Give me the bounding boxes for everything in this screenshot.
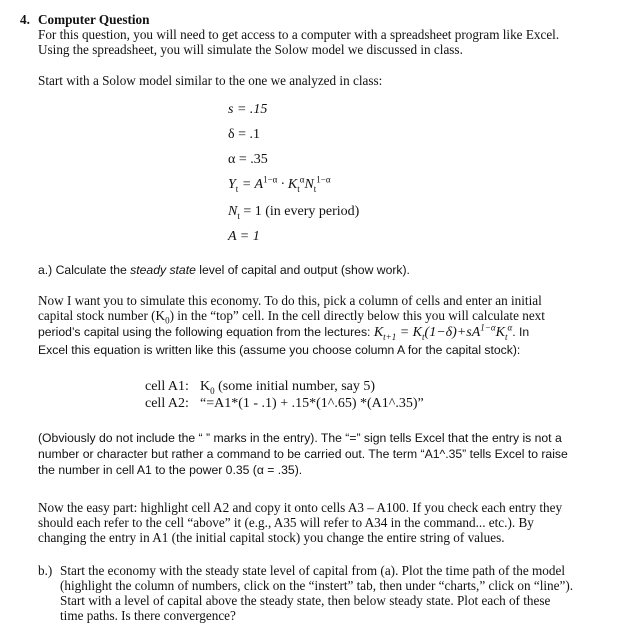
eq-alpha: α = .35	[228, 152, 268, 167]
simulate-eq	[373, 322, 513, 342]
simulate-eq-sub: t+1	[383, 331, 397, 342]
simulate-eq-k: K	[373, 325, 384, 340]
simulate-eq-k2: K	[495, 325, 505, 340]
eq-production-k: · K	[277, 177, 298, 192]
eq-production-n-sub: t	[313, 183, 317, 194]
note-line-3: the number in cell A1 to the power 0.35 (α = .35).	[38, 463, 303, 477]
eq-production-n: N	[304, 177, 314, 192]
eq-production	[228, 174, 331, 194]
part-a-text-before: Calculate the	[55, 263, 127, 277]
part-b-line-2: (highlight the column of numbers, click on the “instert” tab, then under “charts,” click on “line”).	[60, 578, 574, 593]
simulate-line-3-end: . In	[512, 325, 530, 339]
intro-line-2: Using the spreadsheet, you will simulate the Solow model we discussed in class.	[38, 42, 463, 57]
eq-delta: δ = .1	[228, 127, 260, 142]
easy-line-1: Now the easy part: highlight cell A2 and copy it onto cells A3 – A100. If you check each entry they	[38, 500, 563, 515]
simulate-eq-kexp: α	[507, 322, 513, 333]
part-b-line-1: Start the economy with the steady state level of capital from (a). Plot the time path of the model	[60, 563, 566, 578]
simulate-eq-sub2: t	[422, 331, 425, 342]
part-b-line-4: time paths. Is there convergence?	[60, 608, 236, 623]
eq-production-k-exp: α	[299, 174, 305, 185]
start-line: Start with a Solow model similar to the one we analyzed in class:	[38, 73, 383, 88]
eq-production-y: Y	[228, 177, 236, 192]
simulate-eq-ksub: t	[504, 331, 508, 342]
question-number: 4.	[20, 12, 30, 27]
cell-a1-k: K	[200, 379, 211, 394]
eq-a: A = 1	[228, 229, 260, 244]
simulate-line-2a: capital stock number (K	[38, 308, 166, 323]
cell-a1-value	[200, 379, 375, 395]
easy-line-2: should each refer to the cell “above” it (e.g., A35 will refer to A34 in the command... etc.). By	[38, 515, 534, 530]
eq-labor-sub: t	[237, 210, 240, 221]
part-b-label: b.)	[38, 563, 53, 578]
simulate-line-2	[38, 308, 545, 324]
eq-labor	[228, 204, 359, 220]
question-title: Computer Question	[38, 12, 150, 27]
note-line-2: number or character but rather a command to be carried out. The term “A1^.35” tells Excel to raise	[38, 447, 568, 461]
part-a-text-italic: steady state	[130, 263, 196, 277]
eq-production-k-sub: t	[297, 183, 300, 194]
part-a-text-after: level of capital and output (show work).	[199, 263, 410, 277]
simulate-line-3a: period’s capital using the following equation from the lectures:	[38, 325, 371, 339]
cell-a2-label: cell A2:	[145, 396, 189, 411]
simulate-eq-paren: (1−δ)+sA	[424, 325, 481, 340]
intro-line-1: For this question, you will need to get access to a computer with a spreadsheet program like Excel.	[38, 27, 560, 42]
eq-s: s = .15	[228, 102, 268, 117]
part-a	[38, 263, 410, 279]
eq-labor-n: N	[228, 204, 238, 219]
cell-a1-sub: 0	[210, 385, 215, 396]
simulate-eq-rest: = K	[396, 325, 423, 340]
simulate-line-1: Now I want you to simulate this economy. To do this, pick a column of cells and enter an initial	[38, 293, 542, 308]
note-line-1: (Obviously do not include the “ ” marks in the entry). The “=” sign tells Excel that the entry is not a	[38, 431, 562, 445]
simulate-line-2b: ) in the “top” cell. In the cell directly below this you will calculate next	[169, 308, 545, 323]
eq-production-a-exp: 1−α	[263, 174, 278, 185]
part-a-label: a.)	[38, 263, 53, 277]
easy-line-3: changing the entry in A1 (the initial capital stock) you change the entire string of values.	[38, 530, 505, 545]
simulate-line-4: Excel this equation is written like this (assume you choose column A for the capital stock):	[38, 343, 521, 357]
cell-a1-rest: (some initial number, say 5)	[214, 379, 376, 394]
part-b-line-3: Start with a level of capital above the steady state, then below steady state. Plot each of these	[60, 593, 551, 608]
eq-labor-rhs: = 1 (in every period)	[239, 204, 360, 219]
eq-production-n-exp: 1−α	[316, 174, 331, 185]
simulate-line-3	[38, 322, 530, 342]
cell-a2-value: “=A1*(1 - .1) + .15*(1^.65) *(A1^.35)”	[200, 396, 424, 411]
simulate-eq-exp: 1−α	[480, 322, 496, 333]
eq-production-a: = A	[238, 177, 264, 192]
cell-a1-label: cell A1:	[145, 379, 189, 394]
eq-production-y-sub: t	[235, 183, 239, 194]
simulate-line-2-sub: 0	[165, 315, 170, 326]
